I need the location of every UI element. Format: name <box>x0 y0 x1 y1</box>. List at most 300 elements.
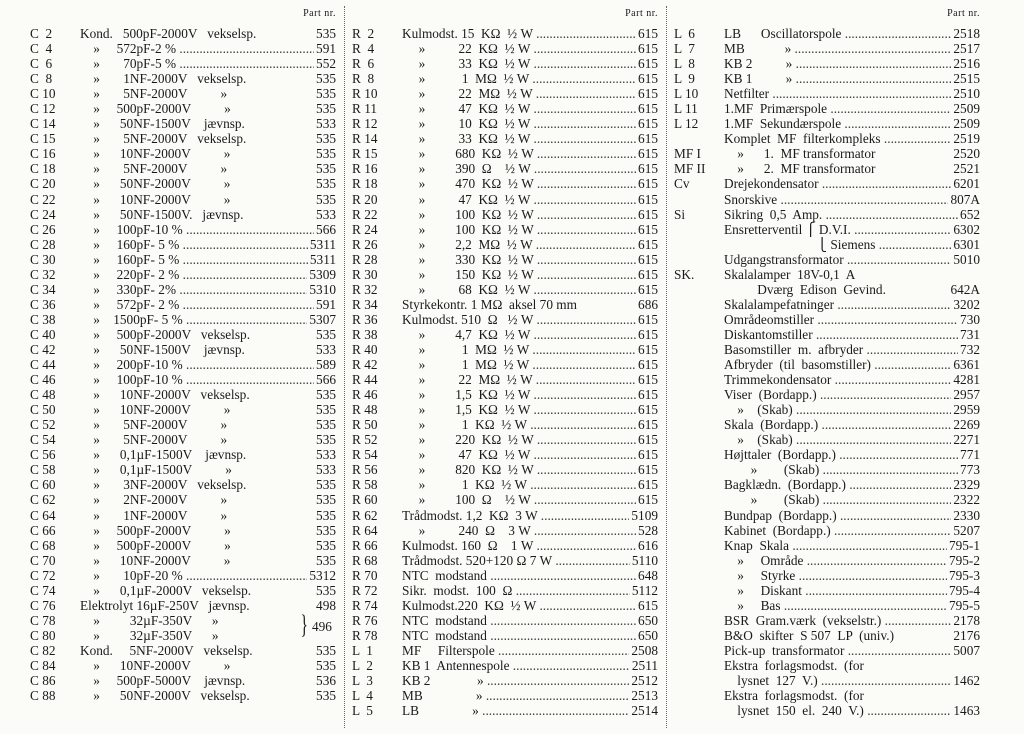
part-number: 615 <box>638 477 658 493</box>
component-description: Skalalampefatninger ..... <box>724 297 951 312</box>
part-number: 795-4 <box>948 582 980 598</box>
part-number: 2176 <box>953 627 980 643</box>
component-description: Drejekondensator ..... <box>724 176 951 191</box>
component-description: » 32µF-350V » <box>80 612 219 628</box>
component-description: » 5NF-2000V vekselsp. <box>80 131 247 147</box>
part-number: 732 <box>960 341 980 357</box>
part-number: 533 <box>316 206 336 222</box>
part-row <box>30 553 336 568</box>
component-description: » 160pF- 5 % ..... <box>80 252 308 267</box>
component-ref: C 32 <box>30 266 56 282</box>
component-ref: C 48 <box>30 387 56 403</box>
part-row <box>30 267 336 282</box>
component-description: » 330 KΩ ½ W ..... <box>402 252 636 267</box>
component-ref: C 8 <box>30 71 53 87</box>
part-row <box>674 583 980 598</box>
part-number: 2509 <box>953 101 980 117</box>
part-row <box>30 492 336 507</box>
part-row <box>674 673 980 688</box>
component-ref: C 88 <box>30 688 56 704</box>
part-row <box>674 387 980 402</box>
part-number: 795-5 <box>948 597 980 613</box>
part-number: 2521 <box>953 161 980 177</box>
component-description: » Område ..... <box>724 553 947 568</box>
part-row <box>30 237 336 252</box>
part-row <box>674 86 980 101</box>
component-description: » 47 KΩ ½ W ..... <box>402 447 636 462</box>
component-description: Områdeomstiller ..... <box>724 312 958 327</box>
component-ref: C 80 <box>30 627 56 643</box>
part-row <box>674 523 980 538</box>
part-number: 566 <box>316 221 336 237</box>
part-number: 615 <box>638 462 658 478</box>
component-ref: L 1 <box>352 642 373 658</box>
component-description: » 0,1µF-1500V » <box>80 462 232 478</box>
component-description: Ekstra forlagsmodst. (for <box>724 657 864 673</box>
part-number: 535 <box>316 131 336 147</box>
component-description: KB 1 » ..... <box>724 71 951 86</box>
part-number: 731 <box>960 326 980 342</box>
part-nr-header: Part nr. <box>303 8 336 19</box>
component-ref: R 74 <box>352 597 378 613</box>
part-number: 615 <box>638 402 658 418</box>
component-ref: L 10 <box>674 86 699 102</box>
part-number: 591 <box>316 296 336 312</box>
part-row <box>674 643 980 658</box>
component-description: » 2,2 MΩ ½ W ..... <box>402 237 636 252</box>
part-row <box>352 568 658 583</box>
part-row <box>352 688 658 703</box>
component-ref: R 62 <box>352 507 378 523</box>
component-ref: R 24 <box>352 221 378 237</box>
component-ref: C 86 <box>30 673 56 689</box>
part-number: 535 <box>316 101 336 117</box>
part-row <box>30 508 336 523</box>
component-ref: C 82 <box>30 642 56 658</box>
part-number: 535 <box>316 326 336 342</box>
part-row <box>30 357 336 372</box>
part-number: 535 <box>316 26 336 41</box>
component-description: Viser (Bordapp.) ..... <box>724 387 951 402</box>
part-number: 2515 <box>953 71 980 87</box>
component-description: MF Filterspole ..... <box>402 643 629 658</box>
part-row <box>30 583 336 598</box>
part-number: 2957 <box>953 387 980 403</box>
component-ref: C 26 <box>30 221 56 237</box>
part-row <box>674 342 980 357</box>
brace-symbol: } <box>300 610 308 639</box>
part-number: 535 <box>316 507 336 523</box>
part-number: 615 <box>638 266 658 282</box>
part-row <box>352 327 658 342</box>
part-row <box>674 658 980 673</box>
part-number: 2271 <box>953 432 980 448</box>
part-row <box>674 402 980 417</box>
component-description: Kond. 500pF-2000V vekselsp. <box>80 26 257 41</box>
part-row <box>674 297 980 312</box>
component-description: » 500pF-2000V vekselsp. <box>80 326 251 342</box>
component-description: KB 2 » ..... <box>724 56 951 71</box>
component-description: » 32µF-350V » <box>80 627 219 643</box>
component-description: Sikring 0,5 Amp. ..... <box>724 207 958 222</box>
component-description: NTC modstand ..... <box>402 613 636 628</box>
part-row <box>352 41 658 56</box>
component-description: Trådmodst. 520+120 Ω 7 W ..... <box>402 553 630 568</box>
part-number: 615 <box>638 41 658 57</box>
part-row <box>674 131 980 146</box>
component-description: » Styrke ..... <box>724 568 947 583</box>
part-number: 535 <box>316 71 336 87</box>
component-description: Højttaler (Bordapp.) ..... <box>724 447 958 462</box>
component-description: Afbryder (til basomstiller) ..... <box>724 357 951 372</box>
component-ref: R 36 <box>352 311 378 327</box>
part-number: 2509 <box>953 116 980 132</box>
part-number: 615 <box>638 176 658 192</box>
column-divider-2 <box>666 6 667 728</box>
part-number: 615 <box>638 146 658 162</box>
component-ref: C 52 <box>30 417 56 433</box>
component-description: Skalalamper 18V-0,1 A <box>724 266 856 282</box>
part-number: 535 <box>316 537 336 553</box>
component-description: KB 1 Antennespole ..... <box>402 658 630 673</box>
parts-list <box>352 26 658 718</box>
part-row <box>30 462 336 477</box>
part-row <box>674 688 980 703</box>
component-ref: R 20 <box>352 191 378 207</box>
component-description: » 68 KΩ ½ W ..... <box>402 282 636 297</box>
part-number: 615 <box>638 101 658 117</box>
part-number: 615 <box>638 86 658 102</box>
part-row <box>352 222 658 237</box>
component-description: » Bas ..... <box>724 598 947 613</box>
component-description: Kond. 5NF-2000V vekselsp. <box>80 642 253 658</box>
part-number: 615 <box>638 251 658 267</box>
component-description: » 10NF-2000V » <box>80 552 231 568</box>
component-description: » 100 Ω ½ W ..... <box>402 492 636 507</box>
component-ref: C 60 <box>30 477 56 493</box>
component-description: » 2NF-2000V » <box>80 492 228 508</box>
component-ref: C 20 <box>30 176 56 192</box>
component-description: Kulmodst. 160 Ω 1 W ..... <box>402 538 636 553</box>
part-number: 6201 <box>953 176 980 192</box>
component-ref: R 38 <box>352 326 378 342</box>
part-number: 795-2 <box>948 552 980 568</box>
part-row <box>30 176 336 191</box>
component-ref: Cv <box>674 176 690 192</box>
part-number: 2517 <box>953 41 980 57</box>
component-ref: R 11 <box>352 101 377 117</box>
part-number: 535 <box>316 642 336 658</box>
part-number: 807A <box>950 191 980 207</box>
part-row <box>352 613 658 628</box>
component-ref: R 64 <box>352 522 378 538</box>
part-row <box>30 477 336 492</box>
component-ref: C 30 <box>30 251 56 267</box>
component-description: » 3NF-2000V vekselsp. <box>80 477 247 493</box>
part-number: 6302 <box>953 221 980 237</box>
component-ref: R 50 <box>352 417 378 433</box>
part-number: 615 <box>638 221 658 237</box>
part-row <box>352 207 658 222</box>
part-number: 4281 <box>953 372 980 388</box>
part-row <box>30 628 336 643</box>
component-description: NTC modstand ..... <box>402 628 636 643</box>
part-row <box>352 598 658 613</box>
part-number: 616 <box>638 537 658 553</box>
component-description: » 33 KΩ ½ W ..... <box>402 56 636 71</box>
part-number: 5109 <box>631 507 658 523</box>
part-row <box>674 56 980 71</box>
component-ref: MF II <box>674 161 706 177</box>
component-description: LB Oscillatorspole ..... <box>724 26 951 41</box>
part-row <box>30 86 336 101</box>
part-number: 535 <box>316 657 336 673</box>
part-row <box>674 462 980 477</box>
part-row <box>352 508 658 523</box>
part-row <box>30 688 336 703</box>
part-row <box>352 658 658 673</box>
component-description: Skala (Bordapp.) ..... <box>724 417 951 432</box>
component-ref: R 72 <box>352 582 378 598</box>
part-number: 2959 <box>953 402 980 418</box>
component-description: » 4,7 KΩ ½ W ..... <box>402 327 636 342</box>
part-row <box>674 477 980 492</box>
component-description: » 33 KΩ ½ W ..... <box>402 131 636 146</box>
part-row <box>352 703 658 718</box>
component-ref: R 32 <box>352 281 378 297</box>
part-number: 730 <box>960 311 980 327</box>
part-number: 615 <box>638 326 658 342</box>
part-number: 795-1 <box>948 537 980 553</box>
component-description: Ekstra forlagsmodst. (for <box>724 688 864 704</box>
part-row <box>30 447 336 462</box>
part-row <box>30 116 336 131</box>
part-row <box>352 417 658 432</box>
component-description: » 680 KΩ ½ W ..... <box>402 146 636 161</box>
component-description: Kabinet (Bordapp.) ..... <box>724 523 951 538</box>
part-number: 615 <box>638 191 658 207</box>
component-ref: MF I <box>674 146 701 162</box>
component-description: » 10NF-2000V » <box>80 657 231 673</box>
component-description: Diskantomstiller ..... <box>724 327 958 342</box>
part-number: 615 <box>638 236 658 252</box>
component-ref: L 7 <box>674 41 695 57</box>
component-description: » (Skab) ..... <box>724 462 958 477</box>
component-description: » 1NF-2000V » <box>80 507 228 523</box>
part-number: 2269 <box>953 417 980 433</box>
part-row <box>30 297 336 312</box>
component-ref: C 16 <box>30 146 56 162</box>
part-number: 615 <box>638 357 658 373</box>
part-number: 566 <box>316 372 336 388</box>
part-number: 642A <box>950 281 980 297</box>
part-number: 533 <box>316 116 336 132</box>
part-row <box>674 553 980 568</box>
part-number: 535 <box>316 492 336 508</box>
part-row <box>352 342 658 357</box>
component-ref: R 54 <box>352 447 378 463</box>
component-ref: R 60 <box>352 492 378 508</box>
part-row <box>352 312 658 327</box>
component-description: » 10NF-2000V » <box>80 402 231 418</box>
part-row <box>30 146 336 161</box>
component-description: » 10NF-2000V » <box>80 191 231 207</box>
column-divider-1 <box>344 6 345 728</box>
component-ref: L 5 <box>352 703 373 719</box>
part-number: 615 <box>638 281 658 297</box>
part-row <box>30 131 336 146</box>
part-number: 615 <box>638 341 658 357</box>
component-description: » 70pF-5 % ..... <box>80 56 314 71</box>
part-row <box>674 492 980 507</box>
part-number: 615 <box>638 492 658 508</box>
component-description: » 1 KΩ ½ W ..... <box>402 477 636 492</box>
part-number: 535 <box>316 432 336 448</box>
component-description: Kulmodst. 510 Ω ½ W ..... <box>402 312 636 327</box>
component-description: Snorskive ..... <box>724 192 948 207</box>
part-number: 615 <box>638 206 658 222</box>
part-number: 535 <box>316 191 336 207</box>
component-description: » 0,1µF-1500V jævnsp. <box>80 447 247 463</box>
part-number: 686 <box>638 296 658 312</box>
component-description: » 0,1µF-2000V vekselsp. <box>80 582 252 598</box>
part-row <box>674 101 980 116</box>
component-ref: R 6 <box>352 56 375 72</box>
part-nr-header: Part nr. <box>625 8 658 19</box>
part-row <box>352 86 658 101</box>
component-description: » (Skab) ..... <box>724 492 951 507</box>
part-number: 615 <box>638 311 658 327</box>
component-ref: R 78 <box>352 627 378 643</box>
part-number: 5311 <box>309 251 336 267</box>
part-row <box>30 387 336 402</box>
part-number: 535 <box>316 417 336 433</box>
component-ref: R 8 <box>352 71 375 87</box>
part-number: 5310 <box>309 281 336 297</box>
part-number: 2322 <box>953 492 980 508</box>
part-number: 5010 <box>953 251 980 267</box>
component-description: Udgangstransformator ..... <box>724 252 951 267</box>
component-description: » 22 KΩ ½ W ..... <box>402 41 636 56</box>
component-description: Pick-up transformator ..... <box>724 643 951 658</box>
component-description: » 10NF-2000V » <box>80 146 231 162</box>
part-number: 535 <box>316 522 336 538</box>
component-ref: R 16 <box>352 161 378 177</box>
component-ref: C 56 <box>30 447 56 463</box>
part-number: 535 <box>316 688 336 704</box>
component-description: MB » ..... <box>402 688 629 703</box>
component-description: » 100pF-10 % ..... <box>80 372 314 387</box>
component-ref: C 54 <box>30 432 56 448</box>
component-ref: C 34 <box>30 281 56 297</box>
component-description: Bagklædn. (Bordapp.) ..... <box>724 477 951 492</box>
part-row <box>30 56 336 71</box>
part-row <box>674 628 980 643</box>
part-number: 536 <box>316 673 336 689</box>
component-description: » 50NF-1500V. jævnsp. <box>80 206 244 222</box>
part-number: 2512 <box>631 673 658 689</box>
component-description: » 390 Ω ½ W ..... <box>402 161 636 176</box>
part-number: 771 <box>960 447 980 463</box>
component-description: lysnet 150 el. 240 V.) ..... <box>724 703 951 718</box>
part-number: 2520 <box>953 146 980 162</box>
component-ref: R 14 <box>352 131 378 147</box>
part-number: 650 <box>638 627 658 643</box>
part-row <box>30 161 336 176</box>
part-row <box>352 282 658 297</box>
part-number: 535 <box>316 552 336 568</box>
part-row <box>352 628 658 643</box>
part-row <box>352 116 658 131</box>
part-number: 650 <box>638 612 658 628</box>
part-row <box>674 176 980 191</box>
part-row <box>352 523 658 538</box>
part-number: 615 <box>638 116 658 132</box>
component-ref: L 3 <box>352 673 373 689</box>
component-ref: C 42 <box>30 341 56 357</box>
component-ref: R 70 <box>352 567 378 583</box>
part-row <box>352 432 658 447</box>
part-row <box>30 207 336 222</box>
part-row <box>352 146 658 161</box>
part-row <box>674 447 980 462</box>
component-description: » 1,5 KΩ ½ W ..... <box>402 402 636 417</box>
component-ref: C 68 <box>30 537 56 553</box>
part-number: 5110 <box>631 552 658 568</box>
component-ref: R 10 <box>352 86 378 102</box>
part-number: 615 <box>638 56 658 72</box>
part-number: 5311 <box>309 236 336 252</box>
part-row <box>352 176 658 191</box>
part-number: 2508 <box>631 642 658 658</box>
part-row <box>352 357 658 372</box>
part-number: 535 <box>316 146 336 162</box>
component-description: » 50NF-2000V vekselsp. <box>80 688 250 704</box>
component-description: KB 2 » ..... <box>402 673 629 688</box>
part-row <box>352 26 658 41</box>
component-ref: R 66 <box>352 537 378 553</box>
part-number: 6301 <box>953 236 980 252</box>
component-ref: R 4 <box>352 41 375 57</box>
part-row <box>352 553 658 568</box>
component-ref: C 24 <box>30 206 56 222</box>
part-number: 615 <box>638 161 658 177</box>
part-number: 535 <box>316 86 336 102</box>
part-row <box>674 71 980 86</box>
component-ref: L 11 <box>674 101 698 117</box>
component-description: » 10 KΩ ½ W ..... <box>402 116 636 131</box>
component-description: Dværg Edison Gevind. <box>724 281 886 297</box>
component-description: » 50NF-1500V jævnsp. <box>80 116 245 132</box>
component-description: » (Skab) ..... <box>724 402 951 417</box>
part-row <box>30 26 336 41</box>
part-number: 528 <box>638 522 658 538</box>
part-row <box>30 658 336 673</box>
component-ref: L 4 <box>352 688 373 704</box>
part-number: 535 <box>316 402 336 418</box>
component-ref: SK. <box>674 266 695 282</box>
part-row <box>352 643 658 658</box>
part-row <box>352 237 658 252</box>
part-row <box>674 192 980 207</box>
component-description: » 1 MΩ ½ W ..... <box>402 357 636 372</box>
component-ref: R 68 <box>352 552 378 568</box>
component-description: Netfilter ..... <box>724 86 951 101</box>
part-row <box>674 312 980 327</box>
part-row <box>674 432 980 447</box>
part-row <box>30 598 336 613</box>
component-ref: R 40 <box>352 341 378 357</box>
